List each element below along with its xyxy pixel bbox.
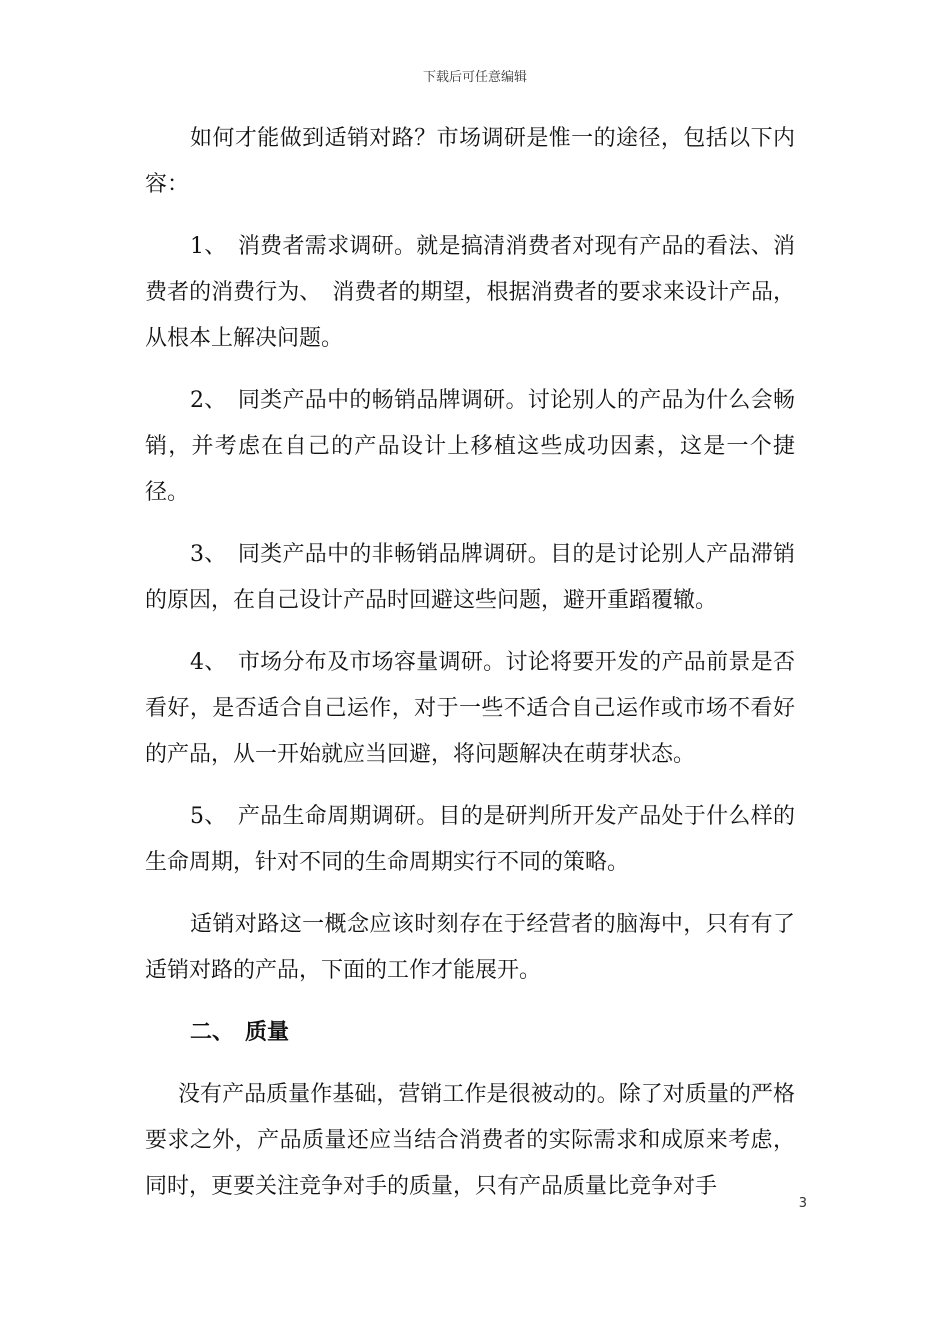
list-item-5 <box>145 794 795 886</box>
section-heading: 二、 质量 <box>190 1020 290 1045</box>
quality-paragraph: 没有产品质量作基础，营销工作是很被动的。除了对质量的严格要求之外，产品质量还应当结合消费者的实际需求和成原来考虑，同时，更要关注竞争对手的质量，只有产品质量比竞争对手 <box>145 1082 795 1199</box>
list-text: 市场分布及市场容量调研。讨论将要开发的产品前景是否看好，是否适合自己运作，对于一些不适合自己运作或市场不看好的产品，从一开始就应当回避，将问题解决在萌芽状态。 <box>145 650 795 767</box>
list-item-4 <box>145 640 795 778</box>
page-number: 3 <box>798 1196 807 1211</box>
page-header: 下载后可任意编辑 <box>422 70 527 85</box>
conclusion-paragraph: 适销对路这一概念应该时刻存在于经营者的脑海中，只有有了适销对路的产品，下面的工作才能展开。 <box>145 912 795 983</box>
list-number: 3、 <box>190 542 216 567</box>
intro-paragraph: 如何才能做到适销对路？市场调研是惟一的途径，包括以下内容： <box>145 126 795 197</box>
list-number: 4、 <box>190 650 216 675</box>
list-text: 同类产品中的非畅销品牌调研。目的是讨论别人产品滞销的原因，在自己设计产品时回避这些问题，避开重蹈覆辙。 <box>145 542 795 613</box>
document-body <box>145 116 795 1210</box>
list-text: 消费者需求调研。就是搞清消费者对现有产品的看法、消费者的消费行为、 消费者的期望，根据消费者的要求来设计产品，从根本上解决问题。 <box>145 234 795 351</box>
list-number: 2、 <box>190 388 216 413</box>
list-number: 5、 <box>190 804 216 829</box>
list-text: 同类产品中的畅销品牌调研。讨论别人的产品为什么会畅销，并考虑在自己的产品设计上移植这些成功因素，这是一个捷径。 <box>145 388 795 505</box>
list-item-1 <box>145 224 795 362</box>
list-item-2 <box>145 378 795 516</box>
list-number: 1、 <box>190 234 216 259</box>
list-text: 产品生命周期调研。目的是研判所开发产品处于什么样的生命周期，针对不同的生命周期实行不同的策略。 <box>145 804 795 875</box>
list-item-3 <box>145 532 795 624</box>
